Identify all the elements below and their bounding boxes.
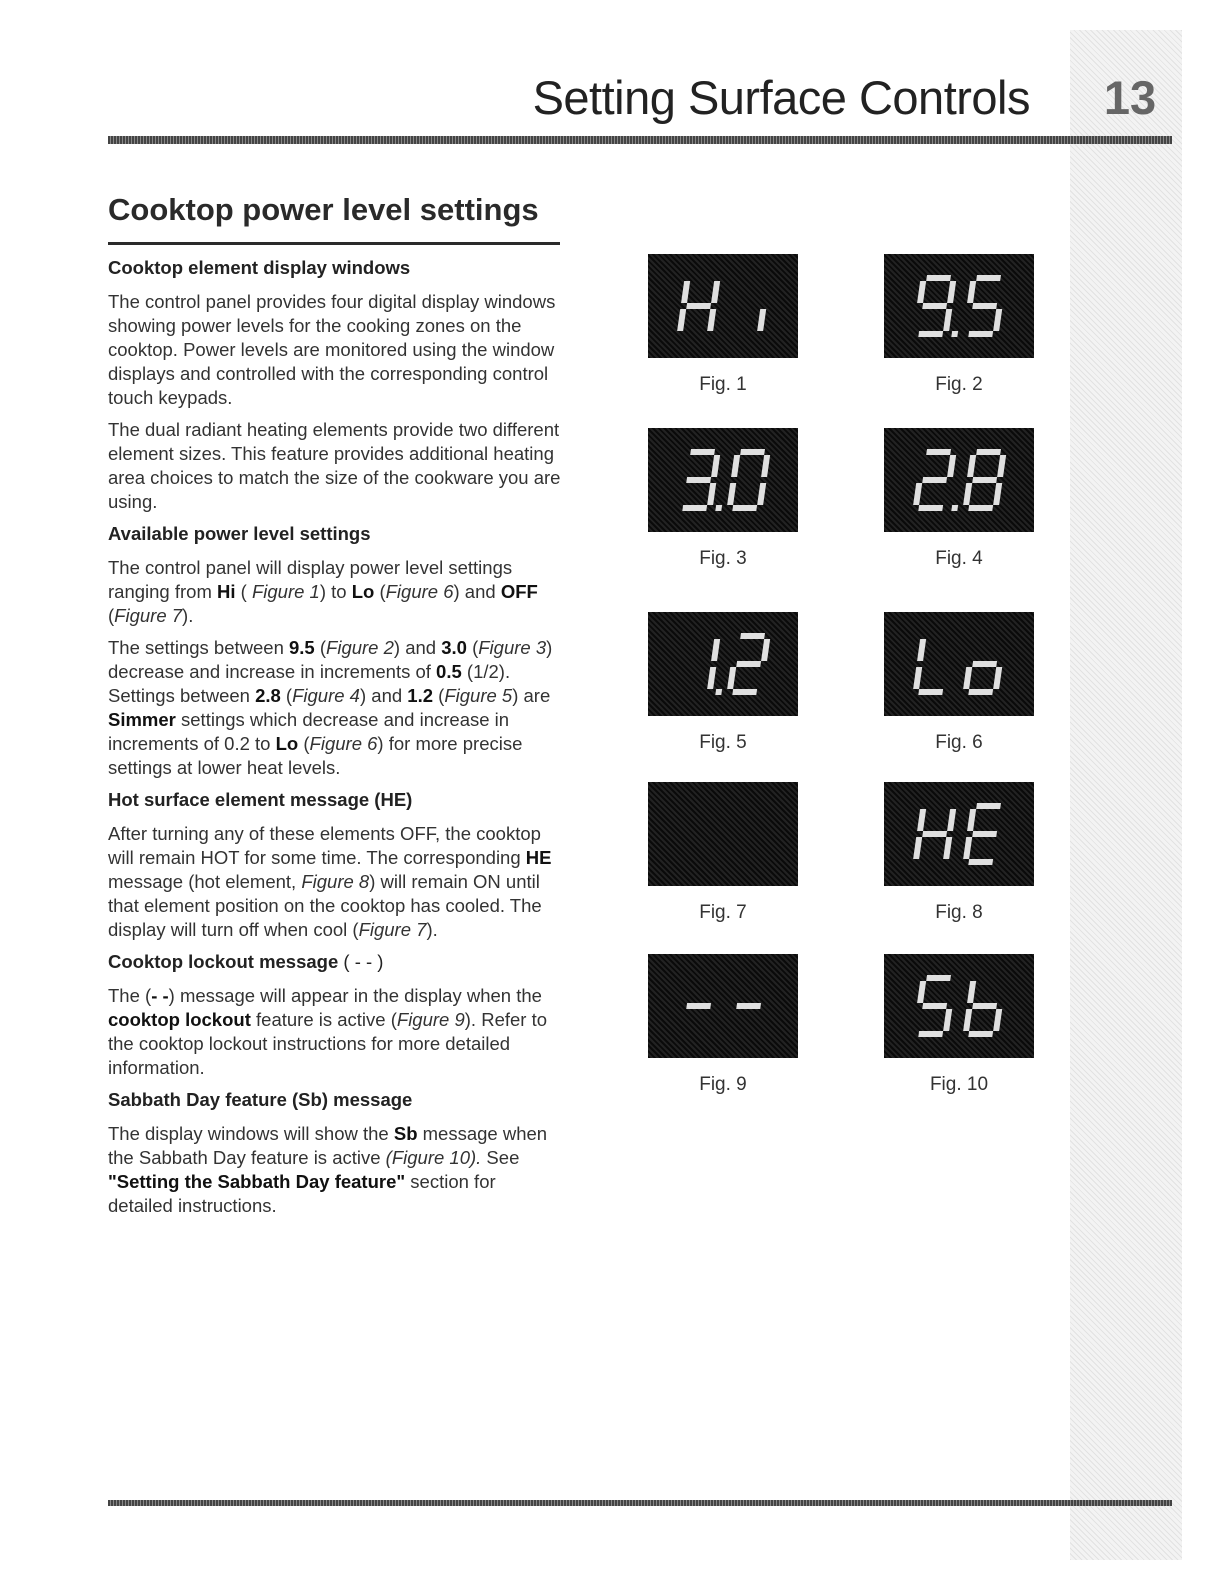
- segment-e: [727, 483, 736, 505]
- seven-segment-readout: [904, 796, 1014, 872]
- segment-c: [993, 309, 1002, 331]
- segment-d: [918, 689, 943, 695]
- segment-f: [917, 639, 926, 661]
- display-window: [648, 254, 798, 358]
- figure-caption: Fig. 10: [929, 1074, 989, 1095]
- segment-g: [922, 303, 947, 309]
- segment-c: [943, 837, 952, 859]
- segment-a: [976, 449, 1001, 455]
- figure-caption: Fig. 9: [699, 1074, 747, 1095]
- figure-caption: Fig. 4: [935, 548, 983, 569]
- digit: [962, 275, 1007, 337]
- side-strip: [1070, 30, 1182, 1560]
- segment-b: [761, 455, 770, 477]
- segment-b: [947, 281, 956, 303]
- figure-caption: Fig. 8: [935, 902, 983, 923]
- paragraph-dual-radiant: The dual radiant heating elements provide two different element sizes. This feature provides additional heating area choices to match the size of the cookware you are using.: [108, 419, 561, 512]
- decimal-point: [951, 505, 958, 511]
- digit: [912, 449, 966, 511]
- segment-f: [967, 281, 976, 303]
- segment-a: [976, 803, 1001, 809]
- segment-d: [968, 1031, 993, 1037]
- segment-c: [943, 1009, 952, 1031]
- display-window: [884, 428, 1034, 532]
- digit: [913, 809, 956, 859]
- digit: [912, 639, 950, 695]
- figure-1: [648, 254, 798, 396]
- paragraph-hot-surface: After turning any of these elements OFF, the cooktop will remain HOT for some time. The corresponding HE message (hot element, Figure 8) will remain ON until that element position on the cooktop has cooled. The display will turn off when cool (Figure 7).: [108, 823, 552, 940]
- digit: [962, 803, 1001, 865]
- segment-f: [731, 455, 740, 477]
- decimal-point: [715, 689, 722, 695]
- display-window: [884, 954, 1034, 1058]
- display-window: [648, 428, 798, 532]
- segment-g: [972, 831, 997, 837]
- segment-a: [690, 449, 715, 455]
- header-rule: [108, 136, 1172, 144]
- segment-f: [967, 455, 976, 477]
- decimal-point: [951, 331, 958, 337]
- segment-b: [761, 639, 770, 661]
- segment-c: [993, 1009, 1002, 1031]
- digit: [962, 449, 1007, 511]
- segment-b: [947, 809, 956, 831]
- display-window: [648, 954, 798, 1058]
- figure-grid: [648, 254, 1048, 1104]
- heading-sabbath: Sabbath Day feature (Sb) message: [108, 1089, 413, 1110]
- segment-a: [926, 275, 951, 281]
- segment-c: [707, 483, 716, 505]
- segment-d: [732, 689, 757, 695]
- paragraph-sabbath: The display windows will show the Sb message when the Sabbath Day feature is active (Figure 10). See "Setting the Sabbath Day feature" section for detailed instructions.: [108, 1123, 548, 1216]
- segment-d: [968, 331, 993, 337]
- segment-d: [968, 689, 993, 695]
- segment-f: [967, 981, 976, 1003]
- figure-caption: Fig. 1: [699, 374, 747, 395]
- figure-caption: Fig. 3: [699, 548, 747, 569]
- segment-a: [740, 449, 765, 455]
- digit: [686, 1003, 711, 1009]
- digit: [757, 309, 766, 331]
- segment-g: [736, 1003, 761, 1009]
- segment-g: [922, 831, 947, 837]
- paragraph-power-increments: The settings between 9.5 (Figure 2) and 3.0 (Figure 3) decrease and increase in increments of 0.5 (1/2). Settings between 2.8 (Figure 4) and 1.2 (Figure 5) are Simmer settings which decrease and increase in increments of 0.2 to Lo (Figure 6) for more precise settings at lower heat levels.: [108, 637, 553, 778]
- segment-e: [963, 837, 972, 859]
- display-window: [884, 782, 1034, 886]
- figure-caption: Fig. 5: [699, 732, 747, 753]
- seven-segment-readout: [904, 442, 1014, 518]
- segment-f: [917, 981, 926, 1003]
- figure-3: [648, 428, 798, 570]
- segment-e: [963, 667, 972, 689]
- segment-d: [968, 505, 993, 511]
- segment-a: [926, 449, 951, 455]
- display-window: [648, 782, 798, 886]
- seven-segment-readout: [668, 968, 778, 1044]
- segment-g: [686, 1003, 711, 1009]
- seven-segment-readout: [904, 268, 1014, 344]
- section-title: Cooktop power level settings: [108, 192, 539, 227]
- segment-b: [711, 455, 720, 477]
- seven-segment-readout: [668, 442, 778, 518]
- segment-g: [972, 477, 997, 483]
- segment-e: [913, 837, 922, 859]
- segment-e: [913, 483, 922, 505]
- digit: [726, 449, 771, 511]
- seven-segment-readout: [904, 626, 1014, 702]
- segment-g: [736, 661, 761, 667]
- segment-g: [972, 661, 997, 667]
- figure-4: [884, 428, 1034, 570]
- digit: [706, 639, 729, 695]
- segment-d: [918, 331, 943, 337]
- digit: [962, 661, 1003, 695]
- segment-d: [968, 859, 993, 865]
- segment-g: [972, 303, 997, 309]
- segment-f: [917, 281, 926, 303]
- segment-c: [993, 667, 1002, 689]
- digit: [912, 275, 966, 337]
- heading-hot-surface: Hot surface element message (HE): [108, 789, 413, 810]
- page-number: 13: [1103, 71, 1157, 124]
- segment-c: [757, 309, 766, 331]
- segment-b: [947, 455, 956, 477]
- digit: [726, 633, 771, 695]
- display-window: [648, 612, 798, 716]
- segment-f: [681, 281, 690, 303]
- segment-e: [963, 1009, 972, 1031]
- segment-d: [918, 1031, 943, 1037]
- segment-d: [682, 505, 707, 511]
- segment-c: [707, 667, 716, 689]
- segment-e: [677, 309, 686, 331]
- paragraph-lockout: The (- -) message will appear in the display when the cooktop lockout feature is active (Figure 9). Refer to the cooktop lockout instructions for more detailed information.: [108, 985, 548, 1078]
- segment-a: [740, 633, 765, 639]
- segment-c: [707, 309, 716, 331]
- segment-b: [997, 455, 1006, 477]
- segment-e: [963, 483, 972, 505]
- digit: [912, 975, 957, 1037]
- digit: [682, 449, 730, 511]
- figure-caption: Fig. 2: [935, 374, 983, 395]
- figure-2: [884, 254, 1034, 396]
- figure-8: [884, 782, 1034, 924]
- heading-power-levels: Available power level settings: [108, 523, 371, 544]
- figure-6: [884, 612, 1034, 754]
- figure-10: [884, 954, 1034, 1096]
- text-column: [108, 256, 563, 1226]
- segment-d: [732, 505, 757, 511]
- segment-f: [967, 809, 976, 831]
- segment-a: [926, 975, 951, 981]
- segment-g: [922, 1003, 947, 1009]
- segment-g: [686, 303, 711, 309]
- paragraph-power-range: The control panel will display power level settings ranging from Hi ( Figure 1) to Lo (Figure 6) and OFF (Figure 7).: [108, 557, 538, 626]
- segment-c: [993, 483, 1002, 505]
- segment-c: [757, 483, 766, 505]
- figure-5: [648, 612, 798, 754]
- heading-display-windows: Cooktop element display windows: [108, 257, 411, 278]
- figure-7: [648, 782, 798, 924]
- segment-d: [918, 505, 943, 511]
- segment-g: [686, 477, 711, 483]
- segment-f: [917, 809, 926, 831]
- segment-g: [922, 477, 947, 483]
- digit: [677, 281, 720, 331]
- section-rule: [108, 242, 560, 245]
- segment-b: [711, 639, 720, 661]
- display-window: [884, 612, 1034, 716]
- figure-9: [648, 954, 798, 1096]
- seven-segment-readout: [904, 968, 1014, 1044]
- segment-b: [711, 281, 720, 303]
- paragraph-display-windows: The control panel provides four digital display windows showing power levels for the cooking zones on the cooktop. Power levels are monitored using the window displays and controlled with the corresponding control touch keypads.: [108, 291, 556, 408]
- segment-a: [976, 275, 1001, 281]
- seven-segment-readout: [668, 626, 778, 702]
- figure-caption: Fig. 7: [699, 902, 747, 923]
- digit: [962, 981, 1006, 1037]
- display-window: [884, 254, 1034, 358]
- footer-rule: [108, 1500, 1172, 1506]
- page-header-title: Setting Surface Controls: [532, 71, 1030, 124]
- digit: [736, 1003, 761, 1009]
- decimal-point: [715, 505, 722, 511]
- heading-lockout: Cooktop lockout message ( - - ): [108, 951, 384, 972]
- segment-e: [727, 667, 736, 689]
- segment-g: [972, 1003, 997, 1009]
- segment-c: [943, 309, 952, 331]
- seven-segment-readout: [668, 268, 778, 344]
- segment-e: [913, 667, 922, 689]
- figure-caption: Fig. 6: [935, 732, 983, 753]
